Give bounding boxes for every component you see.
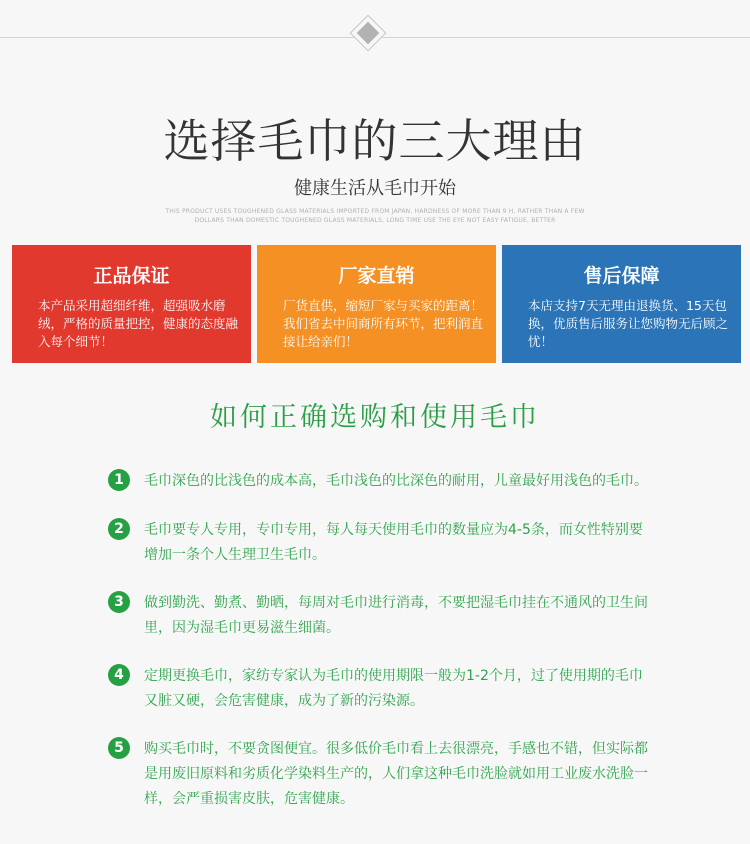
- tip-number-badge: 5: [108, 737, 130, 759]
- card-after-sales: [502, 245, 741, 363]
- tip-number-badge: 3: [108, 591, 130, 613]
- tip-text: 做到勤洗、勤煮、勤晒，每周对毛巾进行消毒，不要把湿毛巾挂在不通风的卫生间里，因为湿毛巾更易滋生细菌。: [144, 595, 648, 636]
- card-title: 厂家直销: [338, 265, 415, 287]
- fine-print: THIS PRODUCT USES TOUGHENED GLASS MATERIALS IMPORTED FROM JAPAN, HARDNESS OF MORE THAN 9 H, RATHER THAN A FEW DOLLARS THAN DOMESTIC TOUGHENED GLASS MATERIALS, LONG TIME USE THE EYE NOT EASY FATIGUE, BETTER: [165, 208, 585, 224]
- tip-number-badge: 2: [108, 518, 130, 540]
- tip-text: 毛巾要专人专用，专巾专用，每人每天使用毛巾的数量应为4-5条，而女性特别要增加一条个人生理卫生毛巾。: [144, 522, 643, 563]
- card-body: 本产品采用超细纤维，超强吸水磨绒，严格的质量把控，健康的态度融入每个细节！: [38, 298, 239, 349]
- page-title: 选择毛巾的三大理由: [163, 114, 587, 168]
- card-authentic-guarantee: [12, 245, 251, 363]
- card-body: 厂货直供，缩短厂家与买家的距离！我们省去中间商所有环节，把利润直接让给亲们！: [283, 298, 484, 349]
- card-title: 正品保证: [93, 265, 170, 287]
- card-body: 本店支持7天无理由退换货、15天包换，优质售后服务让您购物无后顾之忧！: [528, 298, 729, 349]
- card-title: 售后保障: [583, 265, 660, 287]
- section-title: 如何正确选购和使用毛巾: [210, 402, 540, 433]
- tip-number-badge: 4: [108, 664, 130, 686]
- card-factory-direct: [257, 245, 496, 363]
- tip-text: 购买毛巾时，不要贪图便宜。很多低价毛巾看上去很漂亮，手感也不错，但实际都是用废旧原料和劣质化学染料生产的，人们拿这种毛巾洗脸就如用工业废水洗脸一样，会严重损害皮肤，危害健康。: [144, 741, 648, 807]
- tip-text: 毛巾深色的比浅色的成本高，毛巾浅色的比深色的耐用，儿童最好用浅色的毛巾。: [144, 473, 648, 489]
- tip-text: 定期更换毛巾，家纺专家认为毛巾的使用期限一般为1-2个月，过了使用期的毛巾又脏又硬，会危害健康，成为了新的污染源。: [144, 668, 643, 709]
- tip-number-badge: 1: [108, 469, 130, 491]
- page-subtitle: 健康生活从毛巾开始: [294, 178, 456, 199]
